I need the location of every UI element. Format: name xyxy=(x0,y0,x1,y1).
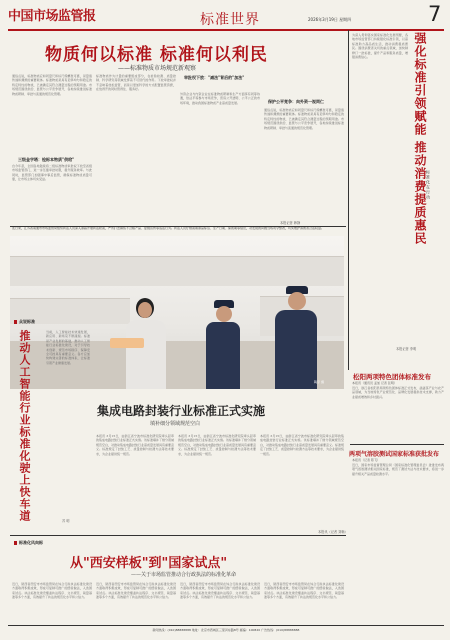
left-vertical-title: 推动人工智能行业标准化驶上快车道 xyxy=(18,330,31,522)
lead-body-col1b: 自今年起，全国各地陆续将二级标准物质审批权下放至省级市场监管部门，进一步压缩审批时限，提升服务效率。与此同时，监管部门加强事中事后监管，确保标准物质质量可靠，让市场主体切实受益。 xyxy=(12,164,92,182)
bottom-rule xyxy=(10,535,346,536)
bottom-body-col1: 近日，陕西省西安市市场监管局在综合行政执法标准化建设方面取得积极成效，形成可复制可推广的经验做法，入选国家试点。执法标准化建设覆盖执法程序、文书规范、裁量基准等多个方面，有效提升了执法的规范化水平和公信力。 xyxy=(12,582,92,600)
page-number: 7 xyxy=(428,2,442,26)
photo-credit: 陶宇 摄 xyxy=(314,380,324,384)
lead-body-col1: 通俗点说，标准物质应如同量尺和标尺般精准可靠，是量值传递和溯源的重要载体。标准物质是具有足够均匀和稳定的特定特性的物质，已被确定其符合测量过程的预期用途。市场规范围绕供给、监管与公平竞争展开，各地持续推进标准物质研制、审批与流通的规范化管理。 xyxy=(12,74,92,96)
feature-body-col3: 本报讯 3月15日，由浙江省宁波市标准化研究院牵头起草的集成电路封装行业标准正式实施。该标准填补了细分领域规范空白，对推动集成电路封装行业高质量发展具有重要意义。标准规定了封装工艺、质量控制与检测方法等技术要求，为企业提供统一规范。 xyxy=(260,434,344,456)
issue-date: 2026年3月19日 星期四 xyxy=(308,17,352,22)
feature-body-col2: 本报讯 3月15日，由浙江省宁波市标准化研究院牵头起草的集成电路封装行业标准正式实施。该标准填补了细分领域规范空白，对推动集成电路封装行业高质量发展具有重要意义。标准规定了封装工艺、质量控制与检测方法等技术要求，为企业提供统一规范。 xyxy=(178,434,256,456)
right-byline: 本报记者 李明 xyxy=(396,347,417,351)
left-body: 当前，人工智能技术快速发展，新应用、新场景不断涌现。标准是产业发展的基础，推动人工智能行业标准化建设，对于引导技术创新、规范市场秩序、保障安全可控具有重要意义。各方应加快构建完善的标准体系，让标准引领产业健康发展。 xyxy=(46,330,90,365)
news2-byline: 本报讯（记者 陈飞） xyxy=(352,458,380,462)
feature-body-col1: 本报讯 3月15日，由浙江省宁波市标准化研究院牵头起草的集成电路封装行业标准正式实施。该标准填补了细分领域规范空白，对推动集成电路封装行业高质量发展具有重要意义。标准规定了封装工艺、质量控制与检测方法等技术要求，为企业提供统一规范。 xyxy=(96,434,174,456)
news2-headline: 两项气溶胶测试国家标准获批发布 xyxy=(349,451,440,458)
left-author: 苏 明 xyxy=(62,519,70,523)
bottom-body-col3: 近日，陕西省西安市市场监管局在综合行政执法标准化建设方面取得积极成效，形成可复制可推广的经验做法，入选国家试点。执法标准化建设覆盖执法程序、文书规范、裁量基准等多个方面，有效提升了执法的规范化水平和公信力。 xyxy=(180,582,260,600)
photo-caption: 连日来，江苏省南通市市场监管局组织执法人员深入商超开展执法检查，严厉打击销售不合格产品、虚假宣传等违法行为。执法人员仔细查看商品标签、生产日期、保质期等信息，对发现的问题当场责令整改，切实维护消费者合法权益。 xyxy=(12,226,325,230)
lead-body-col3: 外资企业与内资企业在标准物质研制和生产方面享有同等待遇，依法平等参与市场竞争，营造公开透明、公平公正的市场环境，推动我国标准物质产业高质量发展。 xyxy=(180,92,260,105)
footer-rule xyxy=(8,625,444,626)
news1-byline: 本报讯（通讯员 孟加 记者 张明） xyxy=(352,381,397,385)
news2-rule xyxy=(350,444,444,445)
lead-body-col4: 通俗点说，标准物质应如同量尺和标尺般精准可靠，是量值传递和溯源的重要载体。标准物质是具有足够均匀和稳定的特定特性的物质，已被确定其符合测量过程的预期用途。市场规范围绕供给、监管与公平竞争展开，各地持续推进标准物质研制、审批与流通的规范化管理。 xyxy=(264,108,344,130)
news1-headline: 松阳两项特色团体标准发布 xyxy=(353,373,431,381)
bottom-body-col4: 近日，陕西省西安市市场监管局在综合行政执法标准化建设方面取得积极成效，形成可复制可推广的经验做法，入选国家试点。执法标准化建设覆盖执法程序、文书规范、裁量基准等多个方面，有效提升了执法的规范化水平和公信力。 xyxy=(264,582,344,600)
lead-headline: 物质何以标准 标准何以利民 xyxy=(45,45,268,65)
feature-byline: 本报讯（记者 刘畅） xyxy=(318,530,348,534)
right-vertical-sub: 标准化在行动 xyxy=(426,170,431,200)
news2-body: 近日，国家市场监督管理总局（国家标准化管理委员会）批准发布两项气溶胶测试相关国家标准，规范了测试方法与技术要求，将进一步提升相关产品质量检测水平。 xyxy=(352,463,444,476)
lead-subhead-1: 三级金字塔：检标本物质"供给" xyxy=(18,157,75,162)
feature-subhead: 填补细分领域规范空白 xyxy=(150,421,201,427)
masthead-rule xyxy=(8,29,444,31)
news1-body: 近日，浙江省松阳县两项特色团体标准正式发布，涵盖茶产业与农产品领域，为当地特色产业规范化、品牌化发展提供技术支撑，助力产业提质增效和乡村振兴。 xyxy=(352,386,444,399)
masthead xyxy=(8,3,444,29)
lead-subhead-2: 审批权下放："减法"背后的"加法" xyxy=(184,75,245,80)
lead-subhead: ——标准物质市场规范新观察 xyxy=(118,65,197,72)
bottom-headline: 从"西安样板"到"国家试点" xyxy=(70,556,228,571)
bottom-tag: 标准化风向标 xyxy=(14,540,43,546)
right-vertical-title: 强化标准引领赋能 推动消费提质惠民 xyxy=(413,32,427,246)
lead-byline: 本报记者 韩静 xyxy=(280,221,301,225)
bottom-subhead: ——关于市场监管推动合行政执法的标准化革命 xyxy=(131,572,237,578)
column-divider-right xyxy=(348,30,349,370)
footer-info: 新闻热线：(010)88888888 地址：北京市西城区三里河东路8号 邮编：100820 广告热线：(010)88888888 xyxy=(152,628,300,632)
lead-subhead-3: 保护公平竞争：向外资一视同仁 xyxy=(268,99,324,104)
bottom-body-col2: 近日，陕西省西安市市场监管局在综合行政执法标准化建设方面取得积极成效，形成可复制可推广的经验做法，入选国家试点。执法标准化建设覆盖执法程序、文书规范、裁量基准等多个方面，有效提升了执法的规范化水平和公信力。 xyxy=(96,582,176,600)
newspaper-logo: 中国市场监管报 xyxy=(8,9,96,24)
left-tag: 众说标准 xyxy=(14,319,35,325)
lead-body-col2: 标准物质作为计量的重要组成部分，在检验检测、质量控制、科学研究等领域发挥着不可替代的作用。下放审批权并不意味着放松监管，而是以更加科学的方式配置监管资源，在放得开的同时管得住、服务好。 xyxy=(96,74,176,92)
section-title: 标准世界 xyxy=(200,12,260,28)
feature-headline: 集成电路封装行业标准正式实施 xyxy=(97,404,266,418)
right-body: 为深入贯彻落实国家标准化发展纲要，各地市场监管部门持续强化标准引领，以高标准助力高品质生活，推动消费提质惠民。围绕消费者关切的重点领域，加快制修订一批标准，提升产品和服务质量，增强消费信心。 xyxy=(352,33,408,60)
